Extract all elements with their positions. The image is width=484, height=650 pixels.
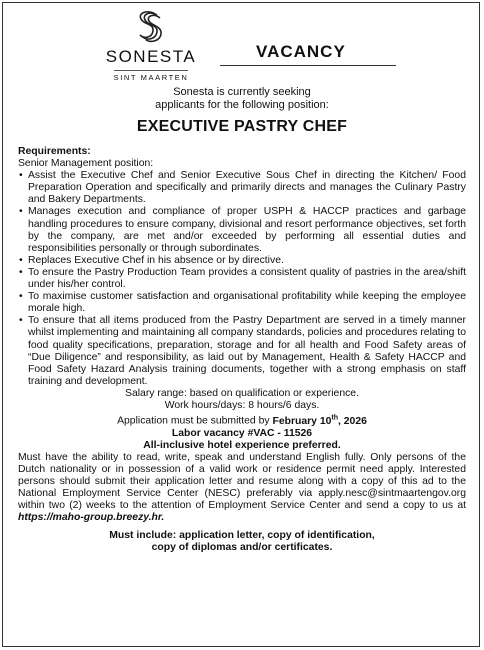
- header-divider: [220, 65, 396, 66]
- requirement-item: • To maximise customer satisfaction and organisational profitability while keeping the employee morale high.: [18, 291, 466, 315]
- requirements-list: [18, 170, 466, 388]
- requirement-item: • Assist the Executive Chef and Senior Executive Sous Chef in directing the Kitchen/ Food Preparation Operation and specifically and primarily directs and manages the Culinary Pastry and Bakery Departments.: [18, 170, 466, 206]
- labor-vacancy-number: Labor vacancy #VAC - 11526: [171, 427, 313, 439]
- position-title: EXECUTIVE PASTRY CHEF: [136, 118, 348, 135]
- requirements-heading: Requirements:: [18, 146, 91, 157]
- requirements-subheading: Senior Management position:: [18, 158, 154, 170]
- intro-text: [0, 86, 484, 112]
- hours-line: Work hours/days: 8 hours/6 days.: [164, 399, 320, 411]
- deadline-date: February 10th, 2026: [272, 414, 367, 427]
- all-inclusive-note: All-inclusive hotel experience preferred.: [143, 439, 341, 451]
- sonesta-emblem-icon: [136, 10, 166, 44]
- salary-line: Salary range: based on qualification or experience.: [125, 387, 359, 399]
- ad-body: [18, 146, 466, 555]
- closing-requirements: [18, 530, 466, 554]
- intro-line-1: Sonesta is currently seeking: [173, 86, 311, 98]
- closing-line-2: copy of diplomas and/or certificates.: [151, 542, 333, 554]
- brand-name: SONESTA: [105, 47, 197, 66]
- requirement-item: • Manages execution and compliance of proper USPH & HACCP practices and garbage handling procedures to ensure company, divisional and resort performance objectives, set forth by the company, are met and/or exceeded by performing all essential duties and responsibilities personally or through subordinates.: [18, 206, 466, 254]
- sonesta-logo: [96, 10, 206, 85]
- application-instructions: Must have the ability to read, write, speak and understand English fully. Only persons of the Dutch nationality or in possession of a valid work or residence permit need apply. Interested persons should submit their application letter and resume along with a copy of this ad to the National Employment Service Center (NESC) preferably via apply.nesc@sintmaartengov.org within two (2) weeks to the attention of Employment Service Center and send a copy to us at https://maho-group.breezy.hr.: [18, 451, 466, 524]
- closing-line-1: Must include: application letter, copy of identification,: [109, 530, 375, 542]
- intro-line-2: applicants for the following position:: [155, 99, 329, 111]
- requirement-item: • Replaces Executive Chef in his absence or by directive.: [18, 255, 466, 267]
- vacancy-heading: VACANCY: [256, 42, 346, 61]
- requirement-item: • To ensure the Pastry Production Team provides a consistent quality of pastries in the area/shift under his/her control.: [18, 267, 466, 291]
- deadline-line: [18, 412, 466, 428]
- requirement-item: • To ensure that all items produced from the Pastry Department are served in a timely manner whilst implementing and maintaining all company standards, policies and procedures relating to food quality specifications, preparation, storage and for all health and Food Safety areas of “Due Diligence” and responsibility, as laid out by Management, Health & Safety HACCP and Food Safety Hazard Analysis training documents, together with a strong emphasis on staff training and development.: [18, 315, 466, 388]
- application-link[interactable]: https://maho-group.breezy.hr.: [18, 512, 165, 524]
- brand-location: SINT MAARTEN: [114, 70, 189, 82]
- deadline-prefix: Application must be submitted by: [117, 415, 273, 427]
